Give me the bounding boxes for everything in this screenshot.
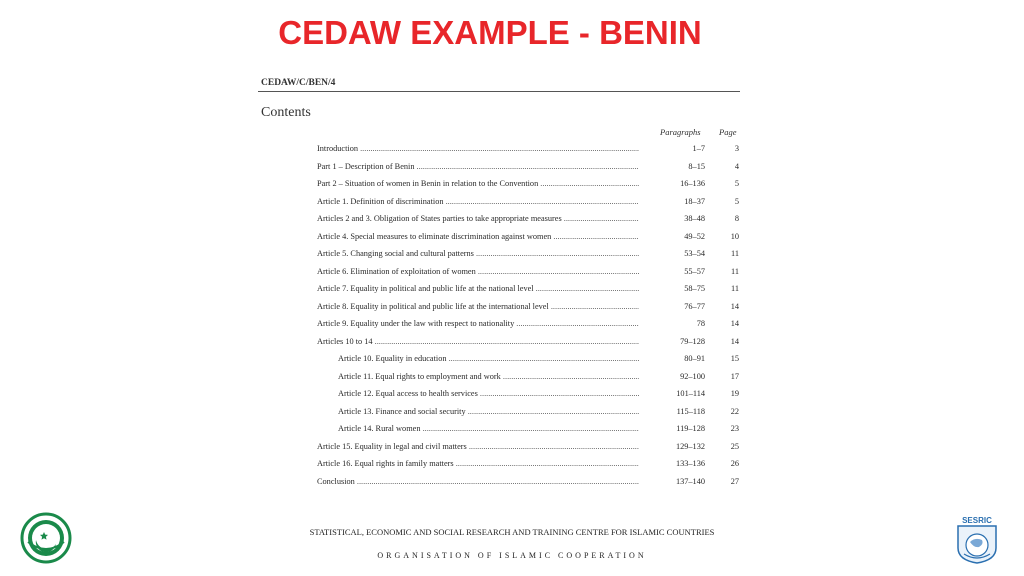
toc-entry-label: Article 16. Equal rights in family matters ..... bbox=[317, 459, 639, 468]
toc-entry-label: Article 6. Elimination of exploitation of women ..... bbox=[317, 267, 639, 276]
toc-entry-label: Article 5. Changing social and cultural patterns ..... bbox=[317, 249, 639, 258]
toc-entry-paragraphs: 78 bbox=[696, 319, 705, 328]
toc-entry-label: Article 13. Finance and social security ..... bbox=[338, 407, 639, 416]
toc-row bbox=[317, 246, 739, 264]
toc-entry-paragraphs: 80–91 bbox=[684, 354, 705, 363]
toc-entry-paragraphs: 49–52 bbox=[684, 231, 705, 241]
toc-entry-paragraphs: 119–128 bbox=[676, 424, 705, 433]
toc-entry-page: 25 bbox=[730, 441, 739, 451]
toc-row bbox=[317, 211, 739, 229]
toc-entry-page: 3 bbox=[734, 144, 739, 153]
toc-entry-paragraphs: 16–136 bbox=[680, 179, 705, 188]
toc-row bbox=[317, 369, 739, 387]
document-code: CEDAW/C/BEN/4 bbox=[261, 78, 336, 88]
toc-entry-label: Article 15. Equality in legal and civil matters ..... bbox=[317, 442, 639, 451]
toc-entry-paragraphs: 53–54 bbox=[684, 249, 705, 258]
toc-entry-label: Article 4. Special measures to eliminate discrimination against women ..... bbox=[317, 232, 639, 241]
toc-row bbox=[317, 404, 739, 422]
toc-entry-page: 5 bbox=[734, 179, 739, 188]
toc-row bbox=[317, 439, 739, 457]
header-divider bbox=[258, 91, 740, 92]
toc-row bbox=[317, 229, 739, 247]
toc-entry-paragraphs: 115–118 bbox=[676, 406, 705, 416]
paragraphs-column-header: Paragraphs bbox=[660, 127, 701, 137]
toc-entry-label: Article 14. Rural women ..... bbox=[338, 424, 639, 433]
toc-entry-page: 26 bbox=[730, 459, 739, 468]
toc-entry-paragraphs: 129–132 bbox=[675, 441, 705, 451]
toc-row bbox=[317, 351, 739, 369]
page-column-header: Page bbox=[719, 127, 737, 137]
toc-entry-paragraphs: 58–75 bbox=[684, 284, 705, 293]
toc-entry-page: 14 bbox=[730, 301, 739, 311]
toc-entry-label: Introduction ..... bbox=[317, 144, 639, 153]
contents-heading: Contents bbox=[261, 105, 311, 120]
document-page bbox=[258, 74, 740, 494]
toc-entry-page: 19 bbox=[730, 389, 739, 398]
toc-entry-page: 4 bbox=[734, 161, 739, 171]
toc-row bbox=[317, 421, 739, 439]
toc-entry-page: 27 bbox=[730, 476, 739, 486]
toc-entry-page: 17 bbox=[730, 371, 739, 381]
toc-entry-page: 15 bbox=[730, 354, 739, 363]
footer-organization-line: STATISTICAL, ECONOMIC AND SOCIAL RESEARCH AND TRAINING CENTRE FOR ISLAMIC COUNTRIES bbox=[309, 527, 715, 537]
toc-entry-page: 14 bbox=[730, 336, 739, 346]
toc-entry-label: Article 8. Equality in political and public life at the international level ..... bbox=[317, 302, 639, 311]
toc-entry-paragraphs: 38–48 bbox=[684, 214, 705, 223]
toc-entry-label: Conclusion ..... bbox=[317, 477, 639, 486]
toc-entry-page: 22 bbox=[730, 406, 739, 416]
toc-entry-label: Part 1 – Description of Benin ..... bbox=[317, 162, 639, 171]
footer-oic-line: ORGANISATION OF ISLAMIC COOPERATION bbox=[377, 551, 647, 560]
toc-entry-label: Article 1. Definition of discrimination ..... bbox=[317, 197, 639, 206]
sesric-logo-text: SESRIC bbox=[962, 516, 992, 525]
toc-entry-label: Article 11. Equal rights to employment and work ..... bbox=[338, 372, 639, 381]
toc-entry-page: 5 bbox=[734, 196, 739, 206]
toc-entry-paragraphs: 18–37 bbox=[684, 196, 705, 206]
toc-entry-page: 8 bbox=[734, 214, 739, 223]
toc-entry-paragraphs: 55–57 bbox=[684, 266, 705, 276]
table-of-contents bbox=[317, 141, 739, 491]
toc-entry-page: 11 bbox=[731, 284, 739, 293]
toc-row bbox=[317, 264, 739, 282]
toc-entry-page: 10 bbox=[730, 231, 739, 241]
toc-entry-paragraphs: 76–77 bbox=[684, 301, 705, 311]
toc-entry-paragraphs: 137–140 bbox=[675, 476, 705, 486]
toc-entry-paragraphs: 133–136 bbox=[675, 459, 705, 468]
toc-entry-label: Articles 10 to 14 ..... bbox=[317, 337, 639, 346]
toc-entry-label: Article 9. Equality under the law with respect to nationality ..... bbox=[317, 319, 639, 328]
toc-row bbox=[317, 316, 739, 334]
toc-entry-label: Article 7. Equality in political and public life at the national level ..... bbox=[317, 284, 639, 293]
toc-row bbox=[317, 386, 739, 404]
toc-entry-paragraphs: 1–7 bbox=[692, 144, 705, 153]
toc-entry-paragraphs: 79–128 bbox=[680, 336, 705, 346]
slide-title: CEDAW EXAMPLE - BENIN bbox=[278, 14, 702, 51]
toc-entry-label: Articles 2 and 3. Obligation of States parties to take appropriate measures ..... bbox=[317, 214, 639, 223]
toc-row bbox=[317, 194, 739, 212]
toc-entry-paragraphs: 101–114 bbox=[676, 389, 705, 398]
toc-entry-paragraphs: 92–100 bbox=[680, 371, 705, 381]
toc-row bbox=[317, 176, 739, 194]
toc-entry-label: Article 12. Equal access to health services ..... bbox=[338, 389, 639, 398]
toc-row bbox=[317, 474, 739, 492]
toc-entry-page: 23 bbox=[730, 424, 739, 433]
toc-row bbox=[317, 159, 739, 177]
toc-entry-label: Part 2 – Situation of women in Benin in relation to the Convention ..... bbox=[317, 179, 639, 188]
toc-row bbox=[317, 141, 739, 159]
toc-row bbox=[317, 281, 739, 299]
toc-entry-page: 14 bbox=[730, 319, 739, 328]
toc-row bbox=[317, 299, 739, 317]
toc-entry-label: Article 10. Equality in education ..... bbox=[338, 354, 639, 363]
toc-entry-page: 11 bbox=[731, 266, 739, 276]
toc-row bbox=[317, 456, 739, 474]
toc-entry-paragraphs: 8–15 bbox=[688, 161, 705, 171]
toc-entry-page: 11 bbox=[731, 249, 739, 258]
toc-row bbox=[317, 334, 739, 352]
